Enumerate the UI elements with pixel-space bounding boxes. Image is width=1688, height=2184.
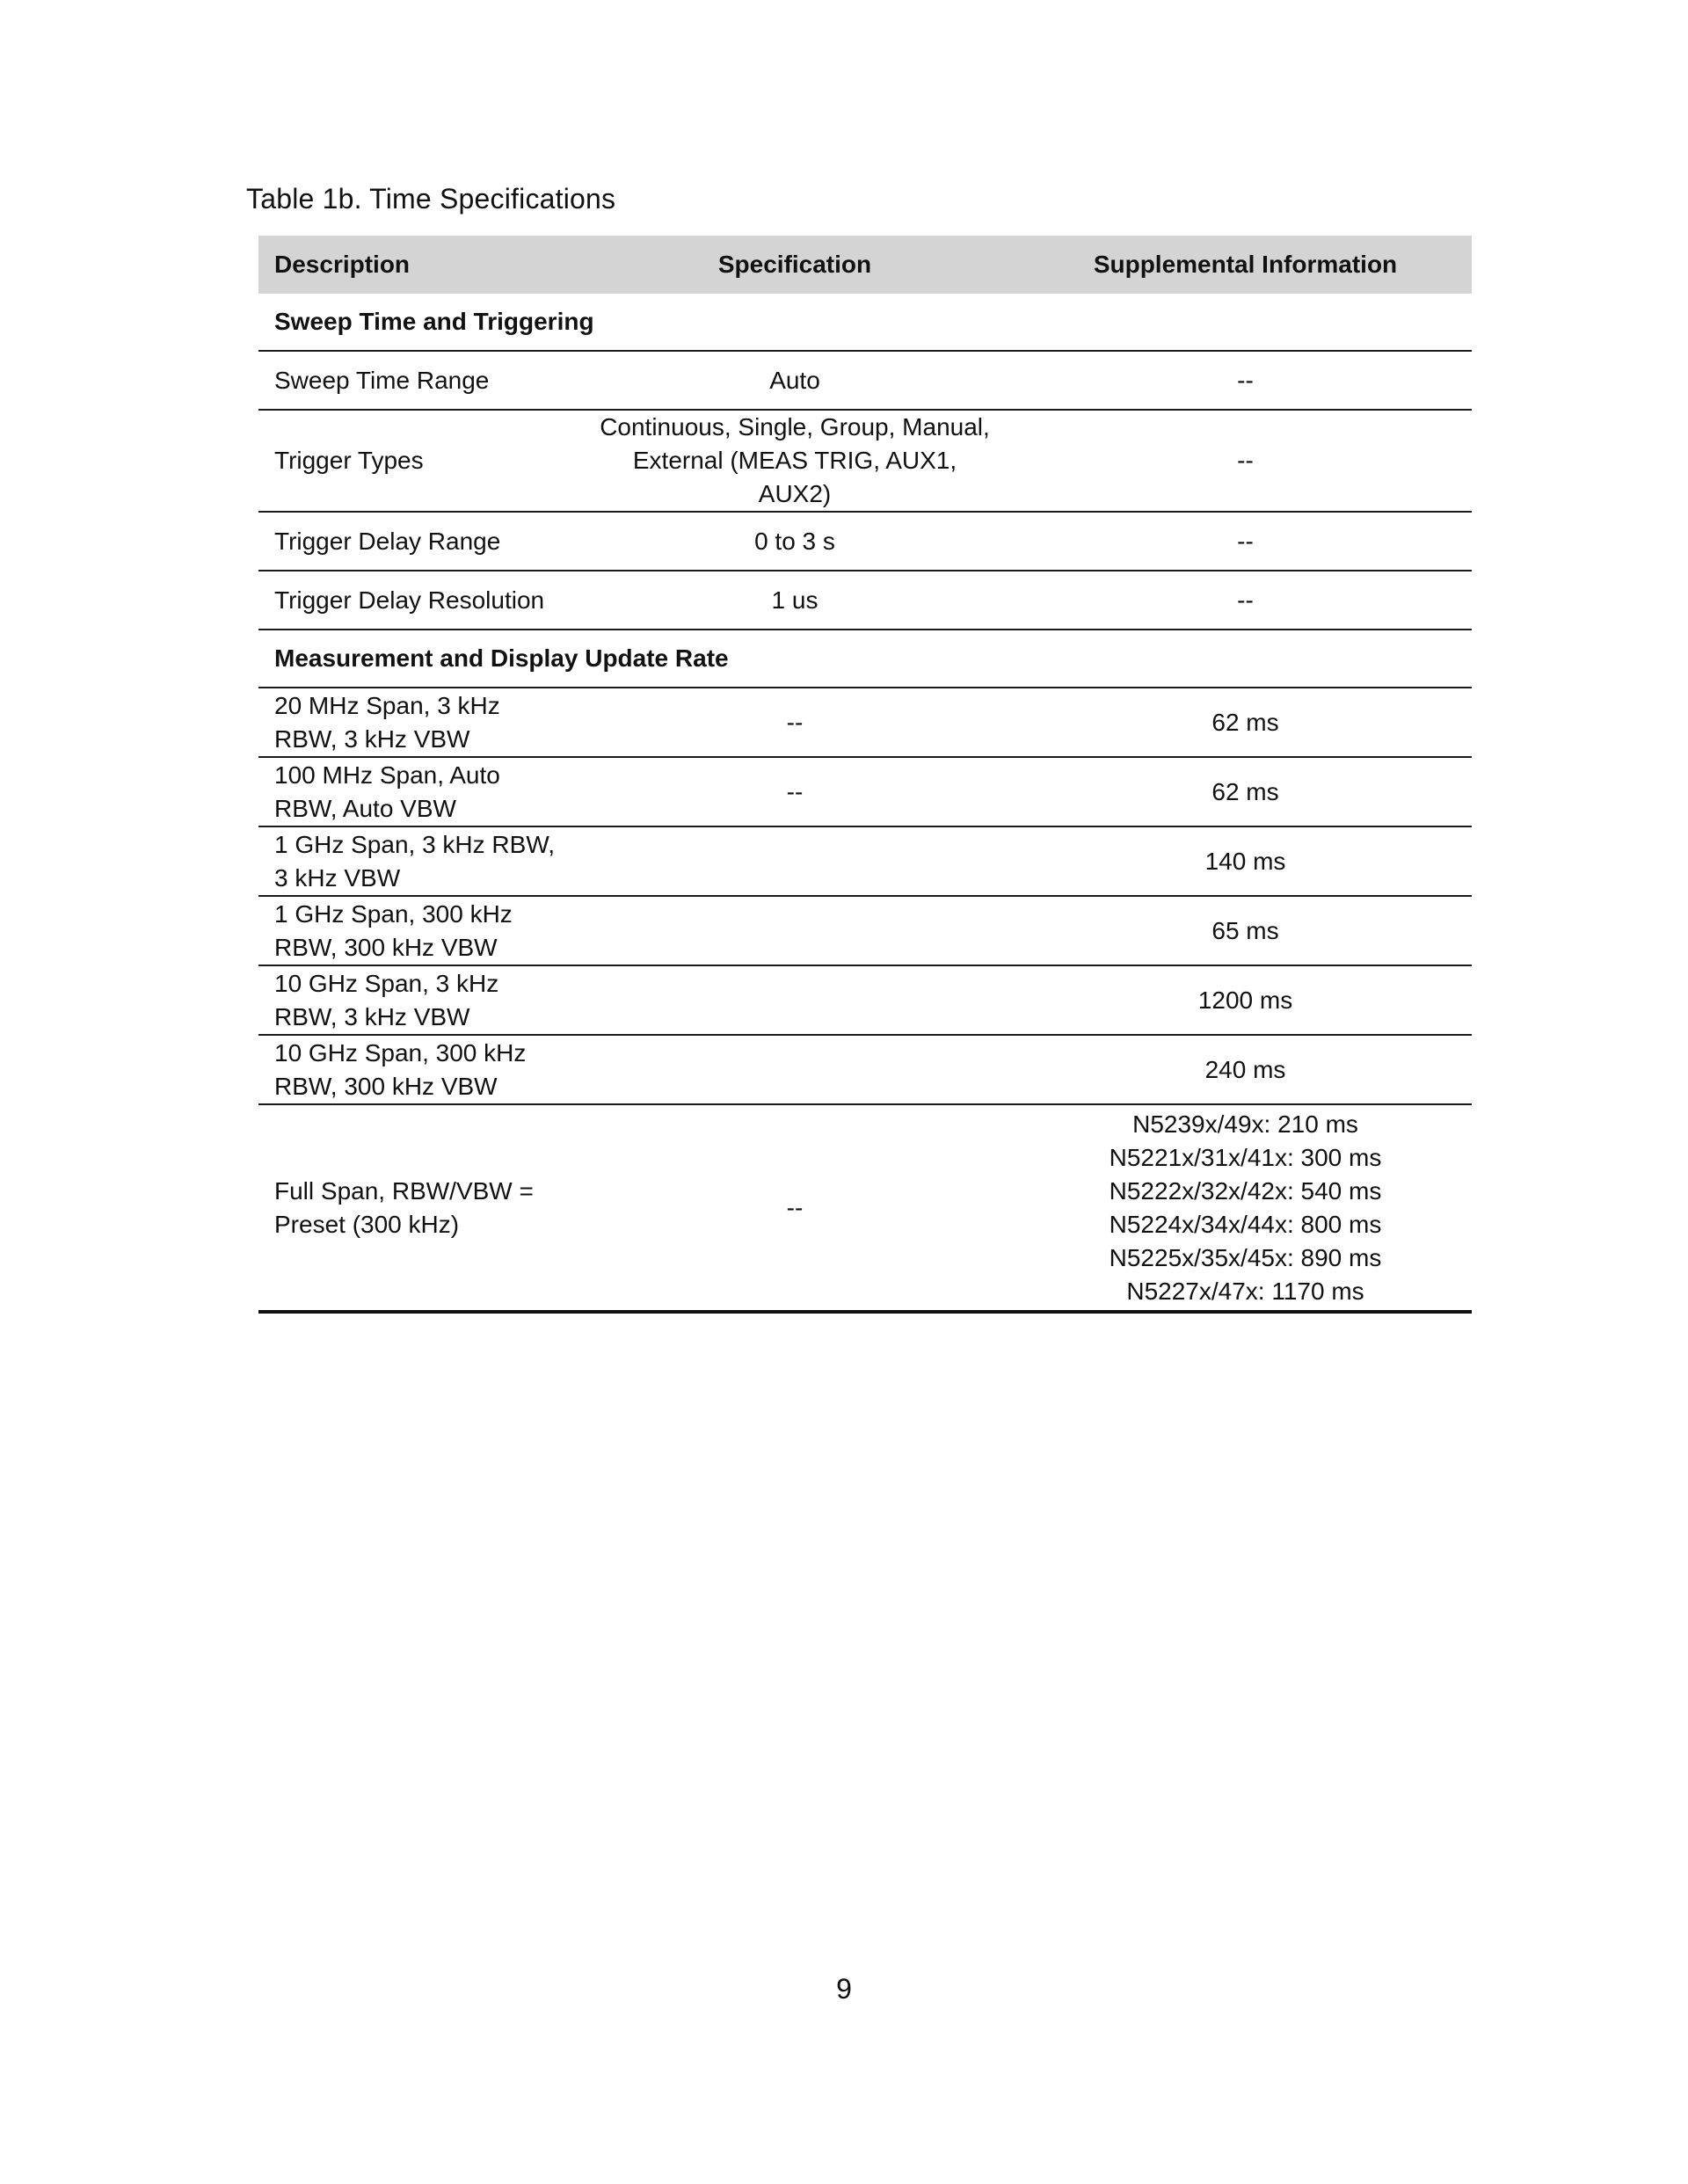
row-description: 100 MHz Span, Auto RBW, Auto VBW: [258, 757, 571, 826]
row-specification: Continuous, Single, Group, Manual, External (MEAS TRIG, AUX1, AUX2): [571, 410, 1019, 512]
supplemental-line: N5222x/32x/42x: 540 ms: [1109, 1176, 1382, 1205]
row-specification: [571, 896, 1019, 965]
row-description: 10 GHz Span, 3 kHz RBW, 3 kHz VBW: [258, 965, 571, 1035]
supplemental-line: N5239x/49x: 210 ms: [1132, 1110, 1358, 1138]
table-row: [258, 571, 1472, 630]
time-specifications-table: [258, 236, 1472, 1314]
row-specification: [571, 965, 1019, 1035]
supplemental-line: N5221x/31x/41x: 300 ms: [1109, 1143, 1382, 1171]
table-row: [258, 1035, 1472, 1104]
row-supplemental: --: [1019, 351, 1472, 410]
row-specification: [571, 826, 1019, 896]
section-title: Measurement and Display Update Rate: [258, 630, 1472, 688]
supplemental-line: N5224x/34x/44x: 800 ms: [1109, 1210, 1382, 1238]
row-specification: [571, 1035, 1019, 1104]
row-specification: 0 to 3 s: [571, 512, 1019, 571]
row-description: 20 MHz Span, 3 kHz RBW, 3 kHz VBW: [258, 688, 571, 757]
table-row: [258, 896, 1472, 965]
row-supplemental: --: [1019, 512, 1472, 571]
row-description: 10 GHz Span, 300 kHz RBW, 300 kHz VBW: [258, 1035, 571, 1104]
table-caption: Table 1b. Time Specifications: [246, 183, 616, 215]
table-row: [258, 410, 1472, 512]
row-specification: --: [571, 688, 1019, 757]
table-row: [258, 826, 1472, 896]
row-supplemental: --: [1019, 571, 1472, 630]
row-description: Trigger Types: [258, 410, 571, 512]
row-description: Trigger Delay Range: [258, 512, 571, 571]
section-row-sweep-time-and-triggering: [258, 294, 1472, 351]
row-supplemental: 140 ms: [1019, 826, 1472, 896]
table-row: [258, 757, 1472, 826]
row-supplemental: 62 ms: [1019, 688, 1472, 757]
header-specification: Specification: [571, 236, 1019, 294]
header-supplemental-information: Supplemental Information: [1019, 236, 1472, 294]
row-description: 1 GHz Span, 300 kHz RBW, 300 kHz VBW: [258, 896, 571, 965]
row-description: 1 GHz Span, 3 kHz RBW, 3 kHz VBW: [258, 826, 571, 896]
table-row: [258, 688, 1472, 757]
row-supplemental: --: [1019, 410, 1472, 512]
table-header-row: [258, 236, 1472, 294]
row-specification: 1 us: [571, 571, 1019, 630]
row-specification: --: [571, 757, 1019, 826]
table-row: [258, 512, 1472, 571]
section-title: Sweep Time and Triggering: [258, 294, 1472, 351]
row-description: Full Span, RBW/VBW = Preset (300 kHz): [258, 1104, 571, 1312]
row-specification: Auto: [571, 351, 1019, 410]
supplemental-line: N5227x/47x: 1170 ms: [1126, 1277, 1364, 1305]
row-supplemental: 1200 ms: [1019, 965, 1472, 1035]
row-specification: --: [571, 1104, 1019, 1312]
section-row-measurement-and-display-update-rate: [258, 630, 1472, 688]
supplemental-line: N5225x/35x/45x: 890 ms: [1109, 1243, 1382, 1271]
table-row: [258, 965, 1472, 1035]
row-supplemental: 62 ms: [1019, 757, 1472, 826]
row-supplemental: [1019, 1104, 1472, 1312]
table-row: [258, 351, 1472, 410]
table-row: [258, 1104, 1472, 1312]
row-description: Trigger Delay Resolution: [258, 571, 571, 630]
row-supplemental: 65 ms: [1019, 896, 1472, 965]
row-description: Sweep Time Range: [258, 351, 571, 410]
page-number: 9: [836, 1973, 852, 2005]
row-supplemental: 240 ms: [1019, 1035, 1472, 1104]
header-description: Description: [258, 236, 571, 294]
